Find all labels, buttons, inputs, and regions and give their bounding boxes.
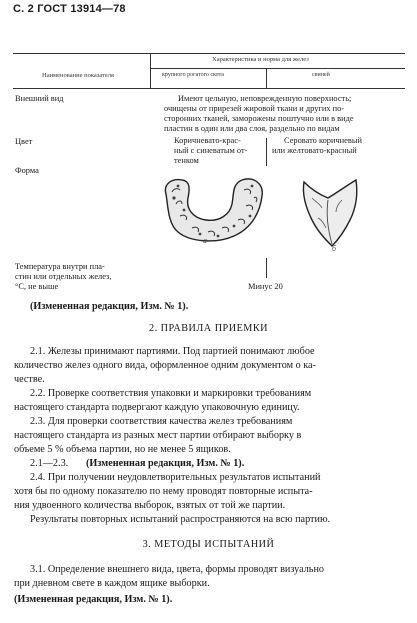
amendment-note-2: (Измененная редакция, Изм. № 1).: [86, 458, 245, 469]
p21-line-1: 2.1. Железы принимают партиями. Под партией понимают любое: [30, 346, 315, 357]
appearance-line-1: Имеют цельную, неповрежденную поверхность;: [178, 94, 352, 103]
figure-b-label: б: [332, 244, 337, 253]
row-name-appearance: Внешний вид: [15, 94, 64, 103]
color-left-2: ный с синеватым от-: [174, 146, 248, 155]
table-top-rule: [13, 53, 405, 54]
p23-line-2: настоящего стандарта из разных мест партии отбирают выборку в: [14, 430, 302, 441]
char-header: Характеристика и норма для желез: [212, 56, 309, 63]
p23-line-1: 2.3. Для проверки соответствия качества желез требованиям: [30, 416, 293, 427]
amendment-2-prefix: 2.1—2.3.: [30, 458, 69, 469]
row-name-form: Форма: [15, 166, 39, 175]
section-2-title: 2. ПРАВИЛА ПРИЕМКИ: [148, 323, 269, 334]
col-name-header: Наименование показателя: [42, 72, 115, 79]
gland-figure-b: [298, 178, 362, 250]
temperature-name-2: стин или отдельных желез,: [15, 272, 112, 281]
gland-figure-a: [160, 176, 270, 252]
appearance-line-3: сторонних тканей, заморожены поштучно или в виде: [164, 114, 354, 123]
section-3-title: 3. МЕТОДЫ ИСПЫТАНИЙ: [142, 539, 275, 550]
p21-line-2: количество желез одного вида, оформленное одним документом о ка-: [14, 360, 316, 371]
p23-line-3: объеме 5 % объема партии, но не менее 5 ящиков.: [14, 444, 231, 455]
p24-line-1: 2.4. При получении неудовлетворительных результатов испытаний: [30, 472, 321, 483]
table-body-divider-2: [266, 258, 267, 278]
table-header-bottom-rule: [13, 88, 405, 89]
p24-line-3: ния удвоенного количества выборок, взятых от той же партии.: [14, 500, 286, 511]
temperature-name-1: Температура внутри пла-: [15, 262, 105, 271]
table-subcol-divider: [266, 68, 267, 88]
appearance-line-4: пластин в один или два слоя, раздельно по видам: [164, 124, 340, 133]
temperature-name-3: °С, не выше: [15, 282, 59, 291]
sub-header-large: крупного рогатого скота: [162, 72, 224, 78]
p31-line-2: при дневном свете в каждом ящике выборки.: [14, 578, 210, 589]
color-left-1: Коричневато-крас-: [174, 136, 241, 145]
row-name-color: Цвет: [15, 137, 33, 146]
page-header: С. 2 ГОСТ 13914—78: [13, 3, 126, 15]
table-body-divider-1: [266, 138, 267, 166]
temperature-value: Минус 20: [248, 282, 283, 291]
p31-line-1: 3.1. Определение внешнего вида, цвета, формы проводят визуально: [30, 564, 324, 575]
sub-header-pig: свиней: [312, 72, 330, 78]
p21-line-3: честве.: [14, 374, 45, 385]
p22-line-1: 2.2. Проверке соответствия упаковки и маркировки требованиям: [30, 388, 312, 399]
p22-line-2: настоящего стандарта подвергают каждую упаковочную единицу.: [14, 402, 300, 413]
amendment-note-table: (Измененная редакция, Изм. № 1).: [30, 301, 189, 312]
amendment-note-3: (Измененная редакция, Изм. № 1).: [14, 594, 173, 605]
appearance-line-2: очищены от прирезей жировой ткани и других по-: [164, 104, 345, 113]
p24-line-2: хотя бы по одному показателю по нему проводят повторные испыта-: [14, 486, 313, 497]
p24b-line: Результаты повторных испытаний распространяются на всю партию.: [30, 514, 331, 525]
table-col-divider: [150, 53, 151, 88]
color-left-3: тенком: [174, 156, 199, 165]
table-subheader-rule: [150, 68, 405, 69]
color-right-2: или желтовато-красный: [272, 146, 357, 155]
color-right-1: Серовато коричневый: [284, 136, 362, 145]
figure-a-label: а: [203, 236, 207, 245]
